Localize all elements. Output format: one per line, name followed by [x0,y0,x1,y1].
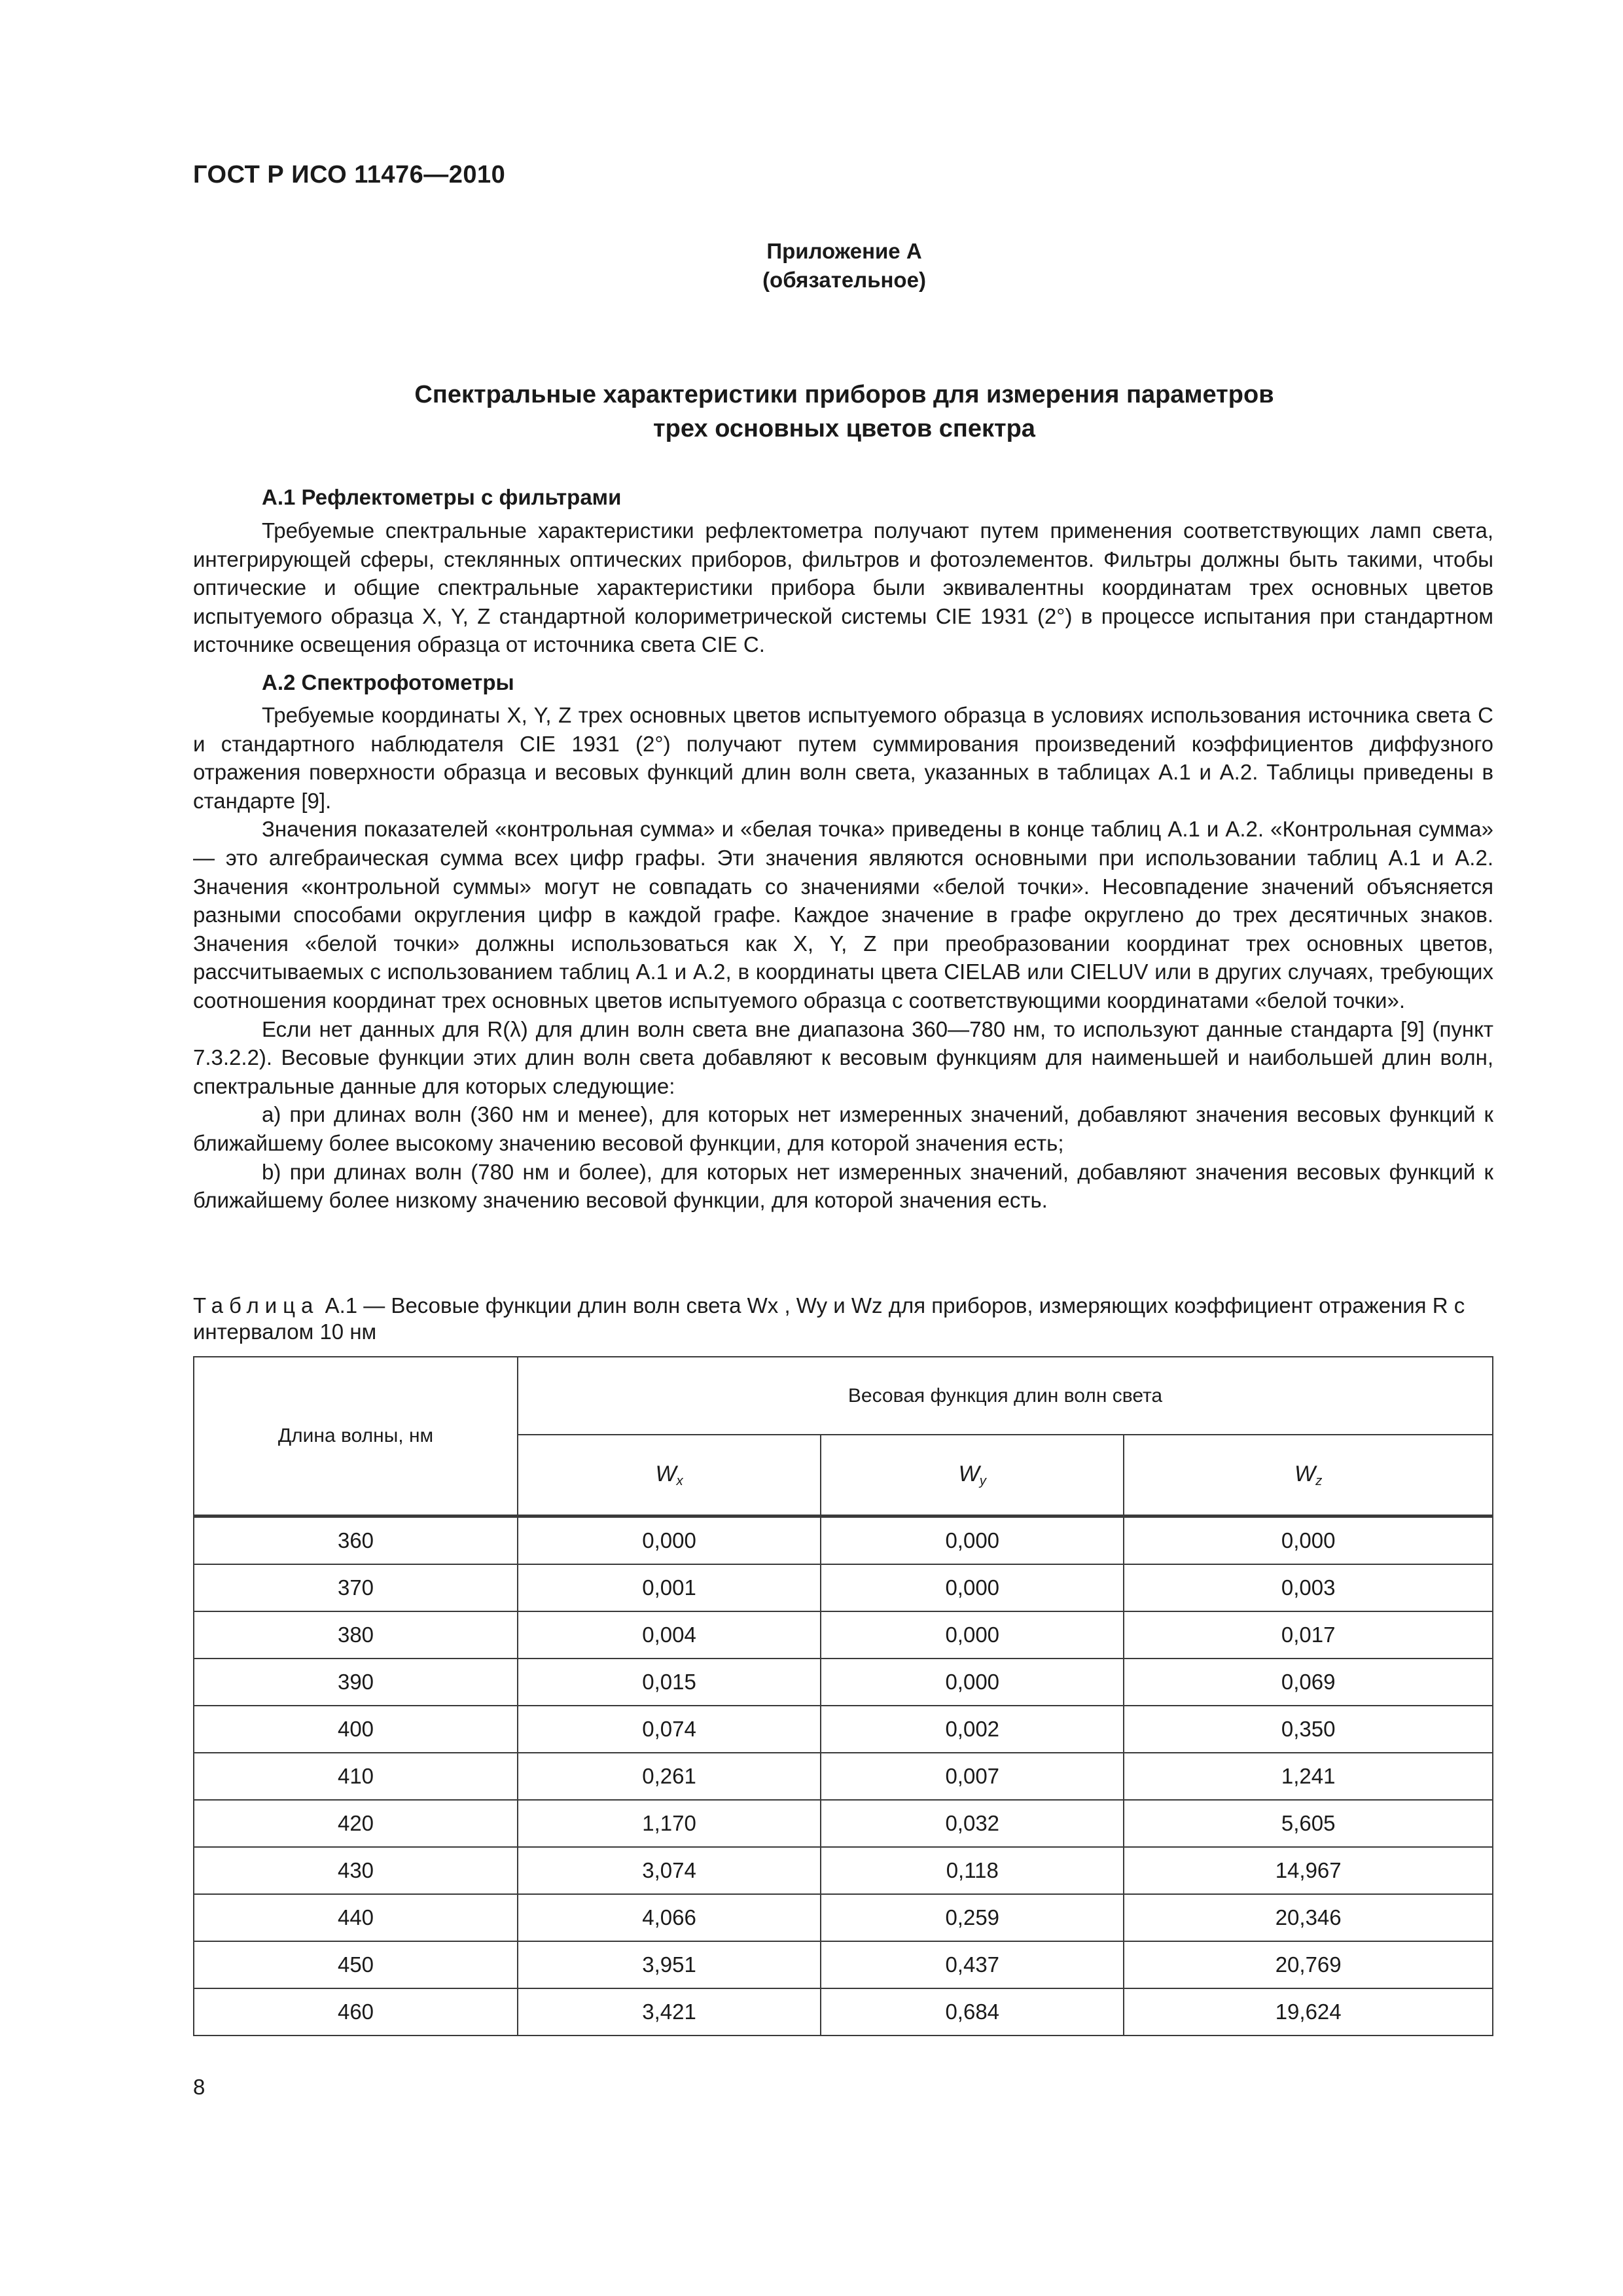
cell-wx: 0,000 [518,1516,821,1565]
cell-wavelength: 450 [194,1941,518,1988]
cell-wz: 0,003 [1124,1564,1493,1611]
section-a2-paragraph-1: Требуемые координаты X, Y, Z трех основных цветов испытуемого образца в условиях использования источника света С и стандартного наблюдателя CIE 1931 (2°) получают путем суммирования произведений коэффициентов диффузного отражения поверхности образца и весовых функций длин волн света, указанных в таблицах А.1 и А.2. Таблицы приведены в стандарте [9]. [193,703,1493,813]
table-caption [193,1293,1495,1345]
col-header-wx: $W_x$ [518,1435,821,1516]
cell-wx: 0,004 [518,1611,821,1659]
table-row [194,1847,1493,1894]
table-row [194,1753,1493,1800]
cell-wavelength: 390 [194,1659,518,1706]
cell-wy: 0,002 [821,1706,1124,1753]
section-a1-heading: А.1 Рефлектометры с фильтрами [262,485,622,509]
cell-wx: 1,170 [518,1800,821,1847]
cell-wy: 0,007 [821,1753,1124,1800]
cell-wz: 0,350 [1124,1706,1493,1753]
table-caption-text: А.1 — Весовые функции длин волн света Wx , Wy и Wz для приборов, измеряющих коэффициент отражения R с интервалом 10 нм [193,1293,1465,1344]
cell-wx: 3,421 [518,1988,821,2036]
cell-wz: 20,346 [1124,1894,1493,1941]
col-header-wavelength: Длина волны, нм [194,1357,518,1516]
cell-wavelength: 420 [194,1800,518,1847]
table-row [194,1516,1493,1565]
section-a2-body [193,701,1493,1215]
table-caption-word: Таблица [193,1293,319,1318]
cell-wy: 0,684 [821,1988,1124,2036]
cell-wz: 14,967 [1124,1847,1493,1894]
cell-wx: 0,015 [518,1659,821,1706]
cell-wx: 3,951 [518,1941,821,1988]
cell-wavelength: 380 [194,1611,518,1659]
col-header-wz: $W_z$ [1124,1435,1493,1516]
table-row [194,1659,1493,1706]
cell-wy: 0,118 [821,1847,1124,1894]
annex-title-line-1: Спектральные характеристики приборов для измерения параметров [414,381,1274,408]
cell-wz: 1,241 [1124,1753,1493,1800]
col-header-wx-sub: x [676,1473,683,1488]
page-number: 8 [193,2075,205,2099]
col-header-wz-sub: z [1315,1473,1323,1488]
section-a2-paragraph-2: Значения показателей «контрольная сумма» и «белая точка» приведены в конце таблиц А.1 и А.2. «Контрольная сумма» — это алгебраическая сумма всех цифр графы. Эти значения являются основными при использовании таблиц А.1 и А.2. Значения «контрольной суммы» могут не совпадать со значениями «белой точки». Несовпадение значений объясняется разными способами округления цифр в каждой графе. Каждое значение в графе округлено до трех десятичных знаков. Значения «белой точки» должны использоваться как X, Y, Z при преобразовании координат трех основных цветов, рассчитываемых с использованием таблиц А.1 и А.2, в координаты цвета CIELAB или CIELUV или в других случаях, требующих соотношения координат трех основных цветов испытуемого образца с соответствующими координатами «белой точки». [193,817,1493,1013]
col-header-wy-sub: y [979,1473,986,1488]
section-a1-paragraph: Требуемые спектральные характеристики рефлектометра получают путем применения соответствующих ламп света, интегрирующей сферы, стеклянных оптических приборов, фильтров и фотоэлементов. Фильтры должны быть такими, чтобы оптические и общие спектральные характеристики прибора были эквивалентны координатам трех основных цветов испытуемого образца X, Y, Z стандартной колориметрической системы CIE 1931 (2°) в процессе испытания при стандартном источнике освещения образца от источника света CIE C. [193,518,1493,657]
col-header-weighting-function: Весовая функция длин волн света [518,1357,1493,1435]
cell-wz: 0,017 [1124,1611,1493,1659]
table-row [194,1611,1493,1659]
cell-wavelength: 460 [194,1988,518,2036]
section-a2-item-b: b) при длинах волн (780 нм и более), для которых нет измеренных значений, добавляют значения весовых функций к ближайшему более низкому значению весовой функции, для которой значения есть. [193,1159,1493,1213]
section-a1-body [193,516,1493,659]
cell-wy: 0,000 [821,1659,1124,1706]
cell-wx: 0,074 [518,1706,821,1753]
weighting-functions-table [193,1356,1493,2036]
cell-wx: 4,066 [518,1894,821,1941]
document-header: ГОСТ Р ИСО 11476—2010 [193,161,506,188]
cell-wy: 0,000 [821,1564,1124,1611]
annex-title-line-2: трех основных цветов спектра [653,415,1035,442]
cell-wz: 19,624 [1124,1988,1493,2036]
annex-status: (обязательное) [762,268,926,292]
table-row [194,1800,1493,1847]
cell-wy: 0,259 [821,1894,1124,1941]
cell-wx: 3,074 [518,1847,821,1894]
annex-label: Приложение А [766,239,922,263]
cell-wz: 0,069 [1124,1659,1493,1706]
cell-wy: 0,032 [821,1800,1124,1847]
cell-wz: 20,769 [1124,1941,1493,1988]
cell-wz: 5,605 [1124,1800,1493,1847]
cell-wavelength: 440 [194,1894,518,1941]
cell-wavelength: 410 [194,1753,518,1800]
cell-wy: 0,000 [821,1516,1124,1565]
cell-wy: 0,437 [821,1941,1124,1988]
table-row [194,1941,1493,1988]
cell-wavelength: 430 [194,1847,518,1894]
cell-wavelength: 400 [194,1706,518,1753]
cell-wx: 0,001 [518,1564,821,1611]
cell-wx: 0,261 [518,1753,821,1800]
cell-wy: 0,000 [821,1611,1124,1659]
cell-wavelength: 360 [194,1516,518,1565]
table-row [194,1988,1493,2036]
section-a2-item-a: a) при длинах волн (360 нм и менее), для которых нет измеренных значений, добавляют значения весовых функций к ближайшему более высокому значению весовой функции, для которой значения есть; [193,1102,1493,1155]
section-a2-heading: А.2 Спектрофотометры [262,670,514,694]
cell-wavelength: 370 [194,1564,518,1611]
col-header-wy: $W_y$ [821,1435,1124,1516]
section-a2-paragraph-3: Если нет данных для R(λ) для длин волн света вне диапазона 360—780 нм, то используют данные стандарта [9] (пункт 7.3.2.2). Весовые функции этих длин волн света добавляют к весовым функциям для наименьшей и наибольшей длин волн, спектральные данные для которых следующие: [193,1016,1493,1098]
table-row [194,1894,1493,1941]
cell-wz: 0,000 [1124,1516,1493,1565]
table-row [194,1706,1493,1753]
table-row [194,1564,1493,1611]
